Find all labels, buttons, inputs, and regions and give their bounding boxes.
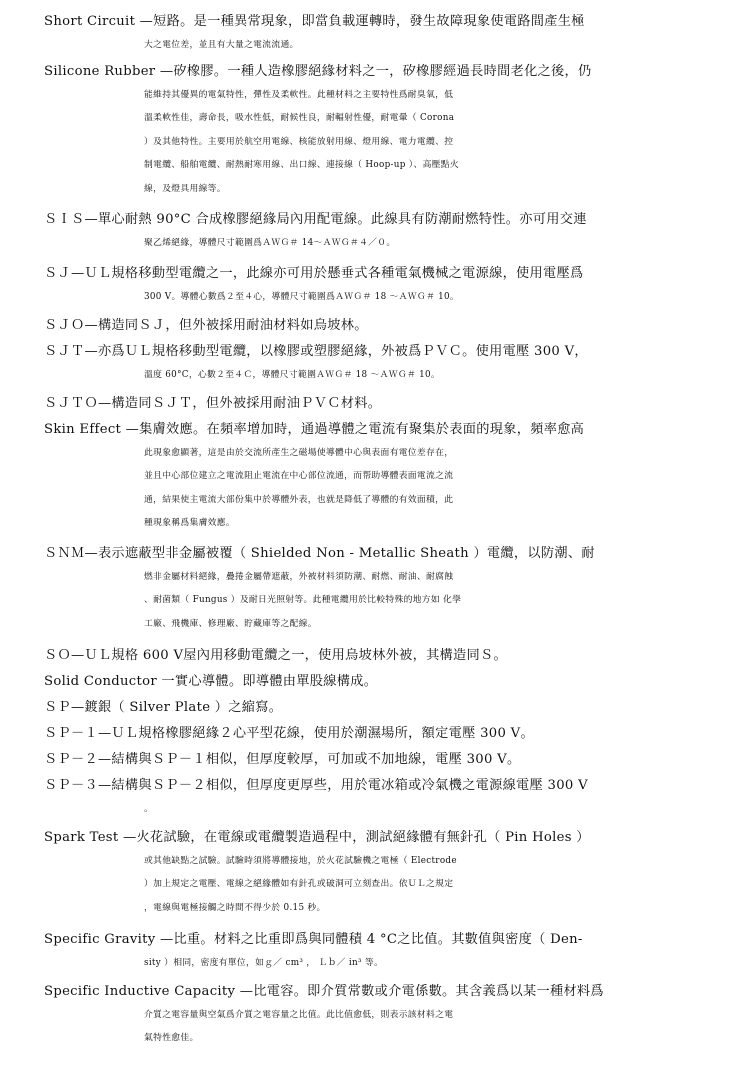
entry-term-line: ＳＰ－３—結構與ＳＰ－２相似，但厚度更厚些，用於電冰箱或冷氣機之電源線電壓 300 V (44, 778, 588, 793)
glossary-entry (44, 826, 694, 920)
entry-continuation-line: 通，結果使主電流大部份集中於導體外表，也就是降低了導體的有效面積，此 (144, 494, 454, 505)
entry-term-line: Specific Inductive Capacity —比電容。即介質常數或介電係數。其含義爲以某一種材料爲 (44, 984, 604, 999)
entry-term-line: Short Circuit —短路。是一種異常現象，即當負載運轉時，發生故障現象使電路間產生極 (44, 14, 585, 29)
entry-continuation-line: 介質之電容量與空氣爲介質之電容量之比值。此比值愈低，則表示該材料之電 (144, 1009, 454, 1020)
glossary-entry (44, 542, 694, 636)
entry-continuation-line: 線，及燈具用線等。 (144, 183, 226, 194)
entry-continuation-line: 、耐菌類（ Fungus ）及耐日光照射等。此種電纜用於比較特殊的地方如 化學 (144, 595, 462, 606)
entry-continuation-line: 溫柔軟性佳，壽命長，吸水性低，耐候性良，耐輻射性優，耐電暈（ Corona (144, 113, 455, 124)
entry-continuation-line: 並且中心部位建立之電流阻止電流在中心部位流通，而帮助導體表面電流之流 (144, 471, 454, 482)
entry-term-line: Skin Effect —集膚效應。在頻率增加時，通過導體之電流有聚集於表面的現象，頻率愈高 (44, 422, 585, 437)
entry-continuation-line: 種現象稱爲集膚效應。 (144, 518, 235, 529)
glossary-entry (44, 696, 694, 720)
entry-term-line: ＳＩＳ—單心耐熱 90°C 合成橡膠絕緣局內用配電線。此線具有防潮耐燃特性。亦可用交連 (44, 212, 587, 227)
glossary-entry (44, 10, 694, 57)
entry-term-line: Silicone Rubber —矽橡膠。一種人造橡膠絕緣材料之一，矽橡膠經過長時間老化之後，仍 (44, 64, 592, 79)
entry-continuation-line: 聚乙烯絕緣，導體尺寸範圍爲ＡＷＧ＃ 14～ＡＷＧ＃４／０。 (144, 237, 396, 248)
glossary-entry (44, 928, 694, 975)
entry-continuation-line: 此現象愈顯著，這是由於交流所產生之磁場使導體中心與表面有電位差存在， (144, 447, 454, 458)
entry-continuation-line: ，電線與電極接觸之時間不得少於 0.15 秒。 (144, 902, 326, 913)
glossary-entry (44, 340, 694, 387)
entry-term-line: ＳＪ—ＵＬ規格移動型電纜之一，此線亦可用於懸垂式各種電氣機械之電源線，使用電壓爲 (44, 266, 584, 281)
entry-term-line: Specific Gravity —比重。材料之比重即爲與同體積 4 °C之比值。其數值與密度（ Den- (44, 932, 583, 947)
entry-continuation-line: 工廠、飛機庫、修理廠、貯藏庫等之配線。 (144, 618, 317, 629)
entry-term-line: ＳＮＭ—表示遮蔽型非金屬被覆（ Shielded Non - Metallic Sheath ）電纜，以防潮、耐 (44, 546, 595, 561)
entry-term-line: ＳＰ－２—結構與ＳＰ－１相似，但厚度較厚，可加或不加地線，電壓 300 V。 (44, 752, 521, 767)
entry-continuation-line: 或其他缺點之試驗。試驗時須將導體接地，於火花試驗機之電極（ Electrode (144, 855, 457, 866)
entry-continuation-line: 制電纜、船舶電纜、耐熱耐寒用線、出口線、連接線（ Hoop-up ）、高壓點火 (144, 160, 459, 171)
entry-continuation-line: 燃非金屬材料絕緣，疊捲金屬帶遮蔽，外被材料須防潮、耐燃、耐油、耐腐蝕 (144, 571, 454, 582)
glossary-entry (44, 722, 694, 746)
entry-continuation-line: ）加上規定之電壓、電線之絕緣體如有針孔或破洞可立刻查出。依ＵＬ之規定 (144, 879, 454, 890)
entry-continuation-line: 能維持其優異的電氣特性，彈性及柔軟性。此種材料之主要特性爲耐臭氧，低 (144, 89, 454, 100)
entry-term-line: ＳＪＴＯ—構造同ＳＪＴ，但外被採用耐油ＰＶＣ材料。 (44, 396, 382, 411)
glossary-entry (44, 748, 694, 772)
entry-continuation-line: 大之電位差，並且有大量之電流流通。 (144, 39, 299, 50)
glossary-entry (44, 980, 694, 1051)
entry-continuation-line: ）及其他特性。主要用於航空用電線、核能放射用線、燈用線、電力電纜、控 (144, 136, 454, 147)
glossary-entry (44, 774, 694, 821)
glossary-entry (44, 670, 694, 694)
entry-continuation-line: 溫度 60°C，心數２至４Ｃ，導體尺寸範圍ＡＷＧ＃ 18 ～ＡＷＧ＃ 10。 (144, 369, 441, 380)
glossary-entry (44, 262, 694, 309)
entry-continuation-line: sity ）相同，密度有單位，如ｇ／ cm³ ， Ｌｂ／ in³ 等。 (144, 957, 384, 968)
glossary-entry (44, 418, 694, 536)
entry-term-line: Solid Conductor 一實心導體。即導體由單股線構成。 (44, 674, 378, 689)
entry-continuation-line: 300 V。導體心數爲２至４心，導體尺寸範圍爲ＡＷＧ＃ 18 ～ＡＷＧ＃ 10。 (144, 291, 460, 302)
entry-term-line: Spark Test —火花試驗，在電線或電纜製造過程中，測試絕緣體有無針孔（ Pin Holes ） (44, 830, 590, 845)
entry-continuation-line: 氣特性愈佳。 (144, 1033, 199, 1044)
entry-term-line: ＳＪＴ—亦爲ＵＬ規格移動型電纜，以橡膠或塑膠絕緣，外被爲ＰＶＣ。使用電壓 300 V， (44, 344, 588, 359)
entry-term-line: ＳＰ－１—ＵＬ規格橡膠絕緣２心平型花線，使用於潮濕場所，額定電壓 300 V。 (44, 726, 534, 741)
entry-continuation-line: 。 (144, 803, 154, 814)
entry-term-line: ＳＯ—ＵＬ規格 600 V屋內用移動電纜之一，使用烏坡林外被，其構造同Ｓ。 (44, 648, 507, 663)
entry-term-line: ＳＰ—鍍銀（ Silver Plate ）之縮寫。 (44, 700, 283, 715)
glossary-entry (44, 60, 694, 202)
glossary-entry (44, 392, 694, 416)
glossary-entry (44, 208, 694, 255)
entry-term-line: ＳＪＯ—構造同ＳＪ，但外被採用耐油材料如烏坡林。 (44, 318, 368, 333)
glossary-entry (44, 644, 694, 668)
glossary-entry (44, 314, 694, 338)
